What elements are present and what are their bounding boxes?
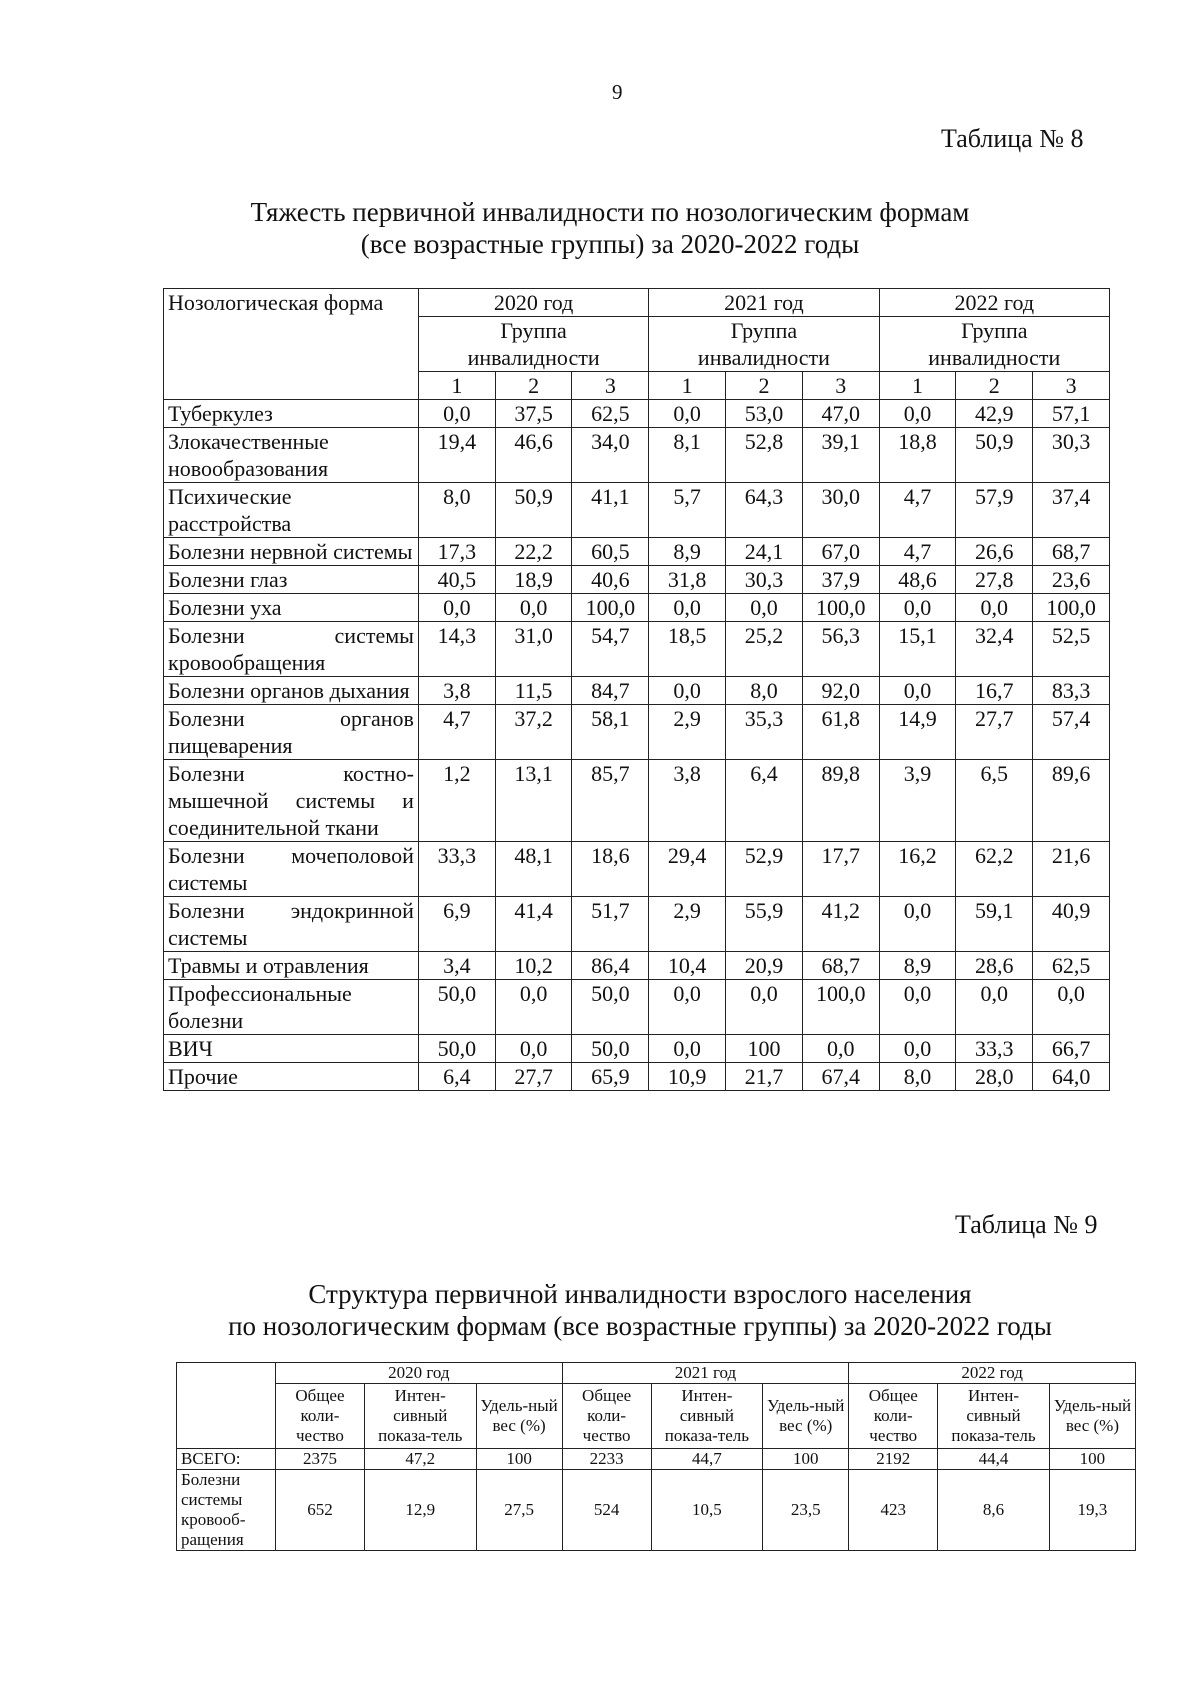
subheader-share: Удель-ный вес (%) [476, 1384, 562, 1449]
subheader-intensive: Интен-сивный показа-тель [364, 1384, 476, 1449]
value-cell: 52,9 [726, 842, 803, 897]
value-cell: 100,0 [572, 594, 649, 622]
nosology-name: Болезни системы кровообращения [164, 622, 419, 677]
value-cell: 65,9 [572, 1063, 649, 1091]
value-cell: 19,3 [1049, 1470, 1135, 1551]
value-cell: 84,7 [572, 677, 649, 705]
value-cell: 16,2 [879, 842, 956, 897]
group-label-line-1: Группа [500, 318, 567, 343]
value-cell: 8,0 [879, 1063, 956, 1091]
value-cell: 59,1 [956, 897, 1033, 952]
table-9-title [190, 1278, 1090, 1342]
value-cell: 3,8 [649, 760, 726, 842]
value-cell: 57,9 [956, 483, 1033, 538]
value-cell: 37,4 [1033, 483, 1110, 538]
value-cell: 3,4 [418, 952, 495, 980]
value-cell: 54,7 [572, 622, 649, 677]
value-cell: 33,3 [418, 842, 495, 897]
value-cell: 19,4 [418, 428, 495, 483]
value-cell: 31,0 [495, 622, 572, 677]
value-cell: 41,1 [572, 483, 649, 538]
subheader-share: Удель-ный вес (%) [1049, 1384, 1135, 1449]
nosology-name: Травмы и отравления [164, 952, 419, 980]
value-cell: 50,9 [956, 428, 1033, 483]
value-cell: 13,1 [495, 760, 572, 842]
value-cell: 25,2 [726, 622, 803, 677]
table-9 [176, 1362, 1136, 1551]
value-cell: 0,0 [418, 400, 495, 428]
nosology-name: Болезни глаз [164, 566, 419, 594]
table-row [164, 842, 1110, 897]
value-cell: 27,5 [476, 1470, 562, 1551]
value-cell: 4,7 [879, 538, 956, 566]
table-row [164, 594, 1110, 622]
value-cell: 35,3 [726, 705, 803, 760]
group-number: 1 [879, 372, 956, 400]
value-cell: 57,1 [1033, 400, 1110, 428]
value-cell: 423 [849, 1470, 938, 1551]
value-cell: 8,9 [879, 952, 956, 980]
value-cell: 0,0 [726, 594, 803, 622]
table-8-title-line-1: Тяжесть первичной инвалидности по нозологическим формам [250, 197, 970, 227]
value-cell: 0,0 [495, 980, 572, 1035]
value-cell: 6,5 [956, 760, 1033, 842]
value-cell: 57,4 [1033, 705, 1110, 760]
value-cell: 86,4 [572, 952, 649, 980]
nosology-name: Болезни костно-мышечной системы и соединительной ткани [164, 760, 419, 842]
value-cell: 0,0 [649, 400, 726, 428]
table-row [164, 952, 1110, 980]
value-cell: 33,3 [956, 1035, 1033, 1063]
nosology-name: Злокачественные новообразования [164, 428, 419, 483]
value-cell: 0,0 [879, 594, 956, 622]
subheader-intensive: Интен-сивный показа-тель [651, 1384, 763, 1449]
value-cell: 85,7 [572, 760, 649, 842]
value-cell: 2,9 [649, 897, 726, 952]
value-cell: 62,5 [572, 400, 649, 428]
year-header-2020: 2020 год [276, 1363, 563, 1384]
value-cell: 4,7 [418, 705, 495, 760]
group-label-line-2: инвалидности [928, 345, 1061, 370]
nosology-name: Психические расстройства [164, 483, 419, 538]
value-cell: 2,9 [649, 705, 726, 760]
value-cell: 0,0 [956, 594, 1033, 622]
value-cell: 37,9 [802, 566, 879, 594]
table-row [164, 483, 1110, 538]
value-cell: 53,0 [726, 400, 803, 428]
value-cell: 18,5 [649, 622, 726, 677]
value-cell: 18,6 [572, 842, 649, 897]
nosology-name: Болезни нервной системы [164, 538, 419, 566]
table-9-caption: Таблица № 9 [955, 1210, 1098, 1239]
value-cell: 2233 [562, 1449, 651, 1470]
group-number: 3 [802, 372, 879, 400]
value-cell: 0,0 [879, 980, 956, 1035]
value-cell: 62,2 [956, 842, 1033, 897]
table-row [164, 428, 1110, 483]
table-9-title-line-1: Структура первичной инвалидности взрослого населения [308, 1279, 972, 1309]
value-cell: 40,9 [1033, 897, 1110, 952]
nosology-name: Болезни мочеполовой системы [164, 842, 419, 897]
value-cell: 46,6 [495, 428, 572, 483]
value-cell: 68,7 [802, 952, 879, 980]
value-cell: 8,6 [938, 1470, 1050, 1551]
table-8 [163, 288, 1110, 1091]
table-8-title [200, 196, 1020, 260]
subheader-intensive: Интен-сивный показа-тель [938, 1384, 1050, 1449]
value-cell: 92,0 [802, 677, 879, 705]
value-cell: 48,6 [879, 566, 956, 594]
value-cell: 41,4 [495, 897, 572, 952]
value-cell: 41,2 [802, 897, 879, 952]
table-row [164, 897, 1110, 952]
value-cell: 10,2 [495, 952, 572, 980]
value-cell: 100,0 [802, 594, 879, 622]
value-cell: 52,8 [726, 428, 803, 483]
value-cell: 18,9 [495, 566, 572, 594]
value-cell: 29,4 [649, 842, 726, 897]
value-cell: 524 [562, 1470, 651, 1551]
value-cell: 652 [276, 1470, 365, 1551]
value-cell: 100,0 [1033, 594, 1110, 622]
value-cell: 8,9 [649, 538, 726, 566]
value-cell: 27,7 [495, 1063, 572, 1091]
value-cell: 8,1 [649, 428, 726, 483]
value-cell: 52,5 [1033, 622, 1110, 677]
value-cell: 30,0 [802, 483, 879, 538]
value-cell: 58,1 [572, 705, 649, 760]
value-cell: 0,0 [879, 897, 956, 952]
value-cell: 20,9 [726, 952, 803, 980]
value-cell: 2192 [849, 1449, 938, 1470]
value-cell: 30,3 [726, 566, 803, 594]
value-cell: 47,2 [364, 1449, 476, 1470]
table-row [164, 760, 1110, 842]
value-cell: 0,0 [495, 594, 572, 622]
value-cell: 0,0 [649, 594, 726, 622]
value-cell: 60,5 [572, 538, 649, 566]
value-cell: 39,1 [802, 428, 879, 483]
value-cell: 48,1 [495, 842, 572, 897]
group-number: 1 [418, 372, 495, 400]
value-cell: 50,0 [572, 1035, 649, 1063]
group-number: 3 [572, 372, 649, 400]
value-cell: 0,0 [649, 980, 726, 1035]
table-row [164, 622, 1110, 677]
group-label-line-2: инвалидности [697, 345, 830, 370]
group-number: 1 [649, 372, 726, 400]
row-name: ВСЕГО: [177, 1449, 276, 1470]
value-cell: 0,0 [879, 1035, 956, 1063]
value-cell: 23,5 [763, 1470, 849, 1551]
page-number: 9 [612, 80, 623, 104]
table-row [164, 980, 1110, 1035]
table-row [164, 400, 1110, 428]
value-cell: 50,9 [495, 483, 572, 538]
value-cell: 30,3 [1033, 428, 1110, 483]
table-8-header-row-years [164, 289, 1110, 317]
value-cell: 10,4 [649, 952, 726, 980]
value-cell: 17,3 [418, 538, 495, 566]
value-cell: 0,0 [649, 1035, 726, 1063]
year-header-2021: 2021 год [562, 1363, 849, 1384]
value-cell: 28,6 [956, 952, 1033, 980]
value-cell: 27,8 [956, 566, 1033, 594]
nosology-name: Болезни уха [164, 594, 419, 622]
value-cell: 12,9 [364, 1470, 476, 1551]
value-cell: 23,6 [1033, 566, 1110, 594]
value-cell: 100 [1049, 1449, 1135, 1470]
value-cell: 3,8 [418, 677, 495, 705]
value-cell: 62,5 [1033, 952, 1110, 980]
value-cell: 44,7 [651, 1449, 763, 1470]
value-cell: 2375 [276, 1449, 365, 1470]
value-cell: 0,0 [495, 1035, 572, 1063]
value-cell: 14,3 [418, 622, 495, 677]
value-cell: 100 [726, 1035, 803, 1063]
value-cell: 56,3 [802, 622, 879, 677]
table-row [164, 1063, 1110, 1091]
nosology-name: Болезни эндокринной системы [164, 897, 419, 952]
row-name: Болезни системы кровооб-ращения [177, 1470, 276, 1551]
table-9-corner-cell [177, 1363, 276, 1449]
value-cell: 67,4 [802, 1063, 879, 1091]
table-9-header-row-subheaders [177, 1384, 1136, 1449]
value-cell: 40,6 [572, 566, 649, 594]
value-cell: 0,0 [726, 980, 803, 1035]
value-cell: 24,1 [726, 538, 803, 566]
value-cell: 0,0 [879, 677, 956, 705]
group-label-line-2: инвалидности [467, 345, 600, 370]
table-9-title-line-2: по нозологическим формам (все возрастные группы) за 2020-2022 годы [228, 1311, 1052, 1341]
value-cell: 0,0 [418, 594, 495, 622]
value-cell: 0,0 [956, 980, 1033, 1035]
value-cell: 44,4 [938, 1449, 1050, 1470]
table-row [164, 677, 1110, 705]
table-row [177, 1470, 1136, 1551]
subheader-total: Общее коли-чество [562, 1384, 651, 1449]
value-cell: 28,0 [956, 1063, 1033, 1091]
year-header-2020: 2020 год [418, 289, 648, 317]
value-cell: 22,2 [495, 538, 572, 566]
value-cell: 6,4 [418, 1063, 495, 1091]
value-cell: 6,9 [418, 897, 495, 952]
value-cell: 10,5 [651, 1470, 763, 1551]
table-row [177, 1449, 1136, 1470]
value-cell: 40,5 [418, 566, 495, 594]
year-header-2021: 2021 год [649, 289, 879, 317]
value-cell: 100,0 [802, 980, 879, 1035]
subheader-share: Удель-ный вес (%) [763, 1384, 849, 1449]
group-label-2021 [649, 317, 879, 372]
value-cell: 68,7 [1033, 538, 1110, 566]
value-cell: 89,8 [802, 760, 879, 842]
value-cell: 34,0 [572, 428, 649, 483]
value-cell: 83,3 [1033, 677, 1110, 705]
nosology-name: Профессиональные болезни [164, 980, 419, 1035]
group-label-line-1: Группа [730, 318, 798, 343]
value-cell: 0,0 [1033, 980, 1110, 1035]
group-label-2022 [879, 317, 1109, 372]
value-cell: 64,0 [1033, 1063, 1110, 1091]
value-cell: 1,2 [418, 760, 495, 842]
value-cell: 50,0 [418, 980, 495, 1035]
value-cell: 16,7 [956, 677, 1033, 705]
nosology-name: Болезни органов дыхания [164, 677, 419, 705]
value-cell: 66,7 [1033, 1035, 1110, 1063]
group-label-2020 [418, 317, 648, 372]
value-cell: 0,0 [802, 1035, 879, 1063]
value-cell: 51,7 [572, 897, 649, 952]
year-header-2022: 2022 год [879, 289, 1109, 317]
group-number: 2 [495, 372, 572, 400]
value-cell: 0,0 [649, 677, 726, 705]
value-cell: 50,0 [572, 980, 649, 1035]
value-cell: 14,9 [879, 705, 956, 760]
value-cell: 6,4 [726, 760, 803, 842]
value-cell: 47,0 [802, 400, 879, 428]
value-cell: 3,9 [879, 760, 956, 842]
year-header-2022: 2022 год [849, 1363, 1136, 1384]
value-cell: 61,8 [802, 705, 879, 760]
value-cell: 18,8 [879, 428, 956, 483]
value-cell: 4,7 [879, 483, 956, 538]
value-cell: 17,7 [802, 842, 879, 897]
value-cell: 10,9 [649, 1063, 726, 1091]
subheader-total: Общее коли-чество [849, 1384, 938, 1449]
group-label-line-1: Группа [961, 318, 1028, 343]
value-cell: 21,6 [1033, 842, 1110, 897]
table-row [164, 1035, 1110, 1063]
subheader-total: Общее коли-чество [276, 1384, 365, 1449]
nosology-name: Прочие [164, 1063, 419, 1091]
table-row [164, 705, 1110, 760]
value-cell: 31,8 [649, 566, 726, 594]
nosology-name: Болезни органов пищеварения [164, 705, 419, 760]
value-cell: 0,0 [879, 400, 956, 428]
value-cell: 5,7 [649, 483, 726, 538]
value-cell: 42,9 [956, 400, 1033, 428]
table-8-title-line-2: (все возрастные группы) за 2020-2022 годы [360, 229, 860, 259]
value-cell: 8,0 [418, 483, 495, 538]
value-cell: 100 [476, 1449, 562, 1470]
value-cell: 67,0 [802, 538, 879, 566]
group-number: 2 [726, 372, 803, 400]
group-number: 3 [1033, 372, 1110, 400]
value-cell: 100 [763, 1449, 849, 1470]
nosology-name: ВИЧ [164, 1035, 419, 1063]
value-cell: 37,2 [495, 705, 572, 760]
value-cell: 55,9 [726, 897, 803, 952]
value-cell: 37,5 [495, 400, 572, 428]
table-row [164, 566, 1110, 594]
value-cell: 89,6 [1033, 760, 1110, 842]
table-9-header-row-years [177, 1363, 1136, 1384]
column-header-nosology: Нозологическая форма [164, 289, 419, 400]
value-cell: 21,7 [726, 1063, 803, 1091]
value-cell: 26,6 [956, 538, 1033, 566]
value-cell: 27,7 [956, 705, 1033, 760]
table-8-caption: Таблица № 8 [941, 124, 1084, 153]
value-cell: 32,4 [956, 622, 1033, 677]
table-row [164, 538, 1110, 566]
nosology-name: Туберкулез [164, 400, 419, 428]
value-cell: 15,1 [879, 622, 956, 677]
value-cell: 8,0 [726, 677, 803, 705]
value-cell: 50,0 [418, 1035, 495, 1063]
value-cell: 11,5 [495, 677, 572, 705]
value-cell: 64,3 [726, 483, 803, 538]
group-number: 2 [956, 372, 1033, 400]
